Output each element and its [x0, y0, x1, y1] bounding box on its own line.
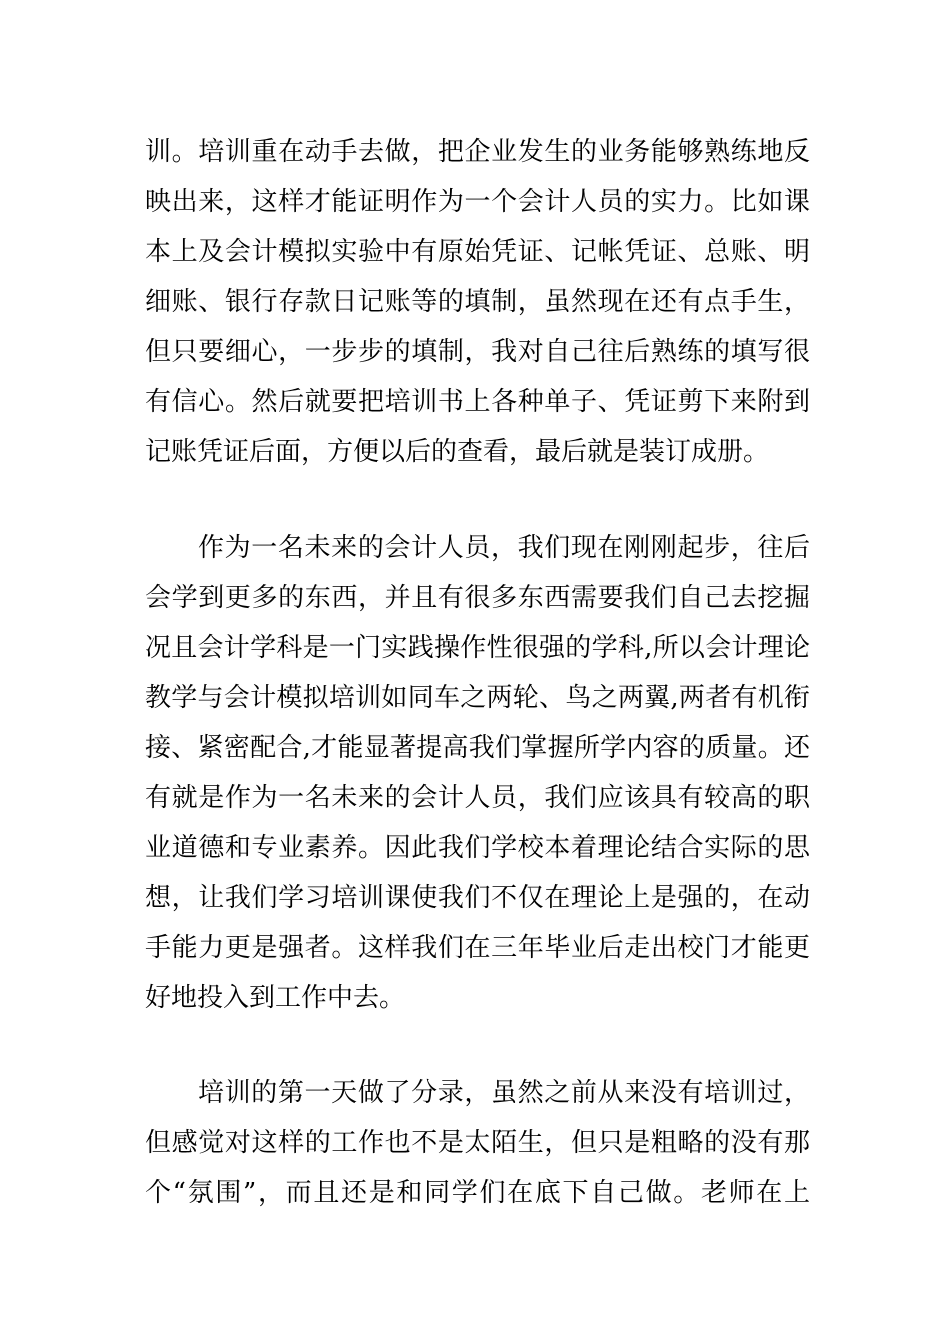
- text-line: 本上及会计模拟实验中有原始凭证、记帐凭证、总账、明: [145, 237, 810, 267]
- text-line: 培训的第一天做了分录，虽然之前从来没有培训过，: [198, 1078, 810, 1108]
- text-line: 接、紧密配合,才能显著提高我们掌握所学内容的质量。还: [145, 733, 810, 763]
- text-line: 手能力更是强者。这样我们在三年毕业后走出校门才能更: [145, 933, 810, 963]
- text-line: 教学与会计模拟培训如同车之两轮、鸟之两翼,两者有机衔: [145, 683, 810, 713]
- text-line: 有信心。然后就要把培训书上各种单子、凭证剪下来附到: [145, 387, 810, 417]
- text-line: 细账、银行存款日记账等的填制，虽然现在还有点手生，: [145, 287, 810, 317]
- paragraph-1: [145, 127, 810, 477]
- paragraph-2: [145, 523, 810, 1023]
- text-line: 况且会计学科是一门实践操作性很强的学科,所以会计理论: [145, 633, 810, 663]
- text-line: 但只要细心，一步步的填制，我对自己往后熟练的填写很: [145, 337, 810, 367]
- text-line: 个“氛围”，而且还是和同学们在底下自己做。老师在上: [145, 1178, 810, 1208]
- text-line: 映出来，这样才能证明作为一个会计人员的实力。比如课: [145, 187, 810, 217]
- text-line: 会学到更多的东西，并且有很多东西需要我们自己去挖掘: [145, 583, 810, 613]
- text-line: 业道德和专业素养。因此我们学校本着理论结合实际的思: [145, 833, 810, 863]
- text-line: 训。培训重在动手去做，把企业发生的业务能够熟练地反: [145, 137, 810, 167]
- text-line: 作为一名未来的会计人员，我们现在刚刚起步，往后: [198, 533, 810, 563]
- text-line: 但感觉对这样的工作也不是太陌生，但只是粗略的没有那: [145, 1128, 810, 1158]
- text-line: 记账凭证后面，方便以后的查看，最后就是装订成册。: [145, 437, 770, 467]
- text-line: 好地投入到工作中去。: [145, 983, 406, 1013]
- text-line: 有就是作为一名未来的会计人员，我们应该具有较高的职: [145, 783, 810, 813]
- paragraph-3: [145, 1068, 810, 1218]
- text-line: 想，让我们学习培训课使我们不仅在理论上是强的，在动: [145, 883, 810, 913]
